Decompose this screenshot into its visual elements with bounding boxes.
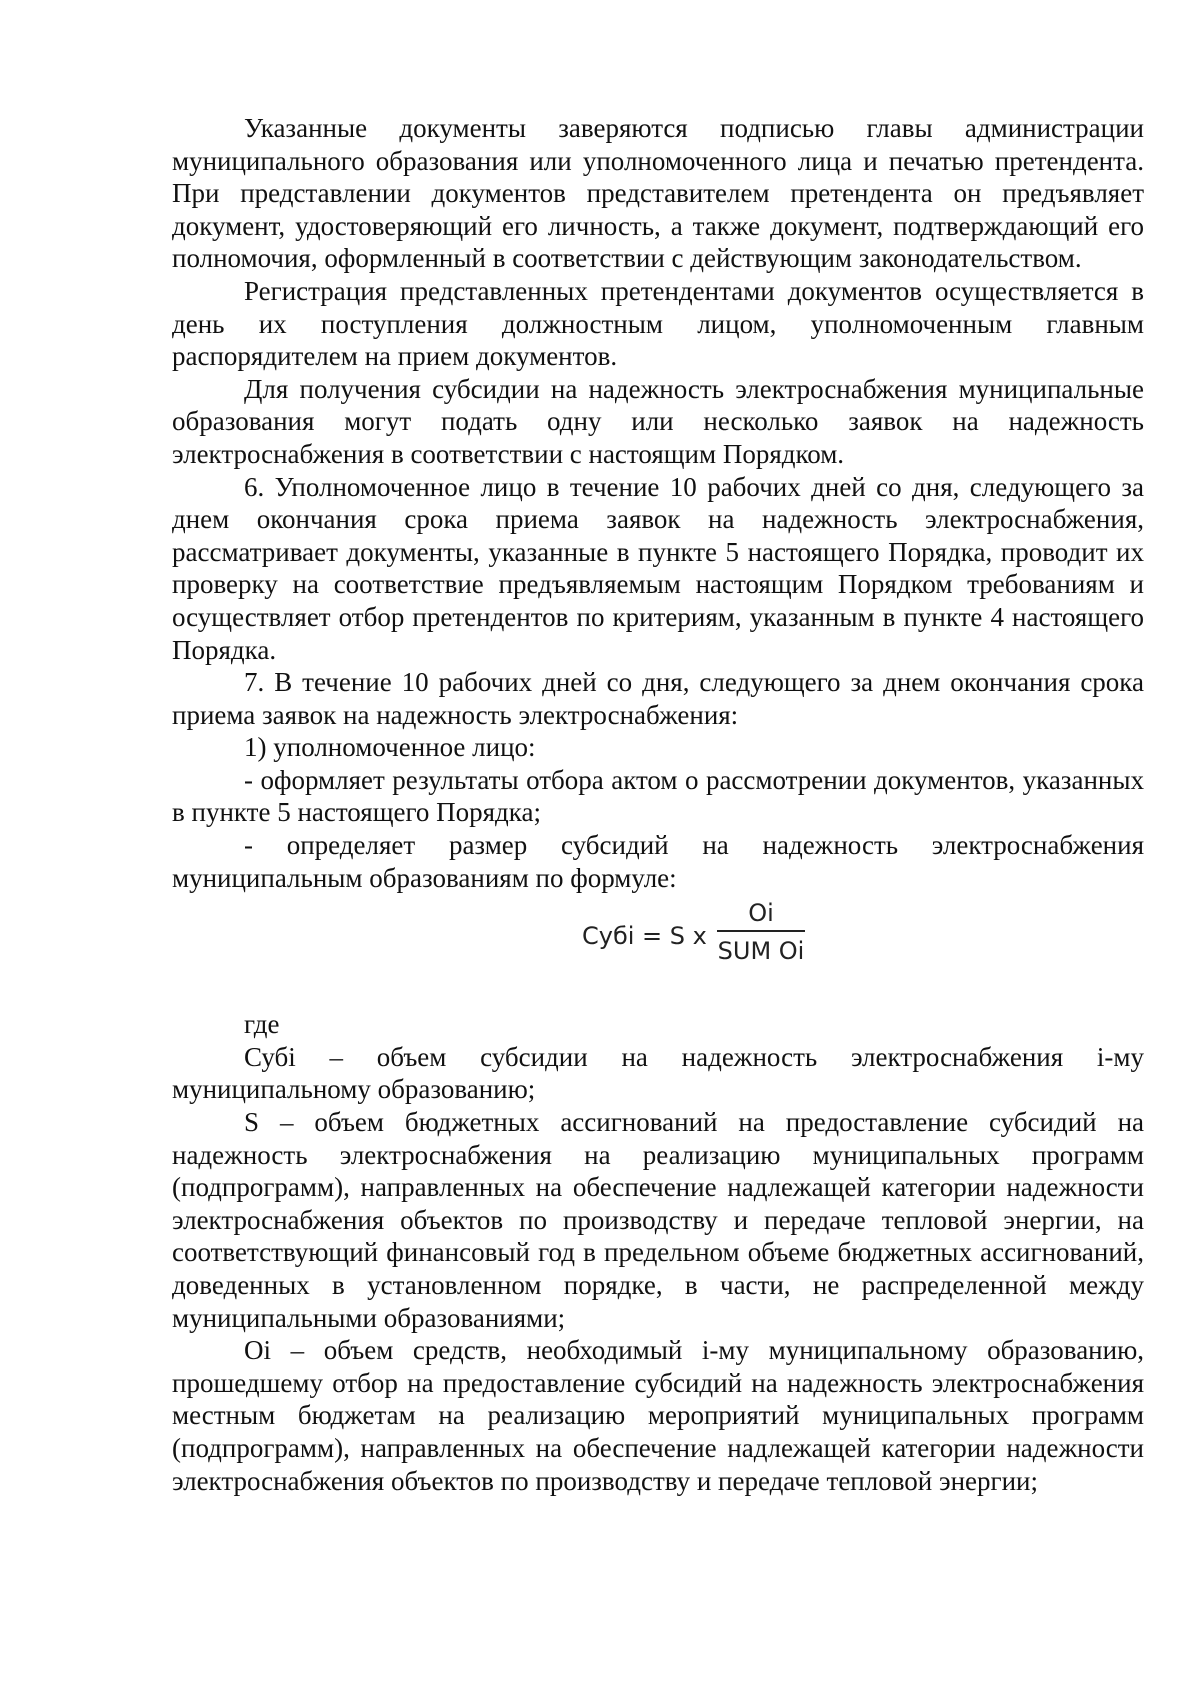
document-page: [172, 112, 1144, 1497]
paragraph-subsidy-applications: Для получения субсидии на надежность электроснабжения муниципальные образования могут подать одну или несколько заявок на надежность электроснабжения в соответствии с настоящим Порядком.: [172, 373, 1144, 469]
paragraph-item-6: 6. Уполномоченное лицо в течение 10 рабочих дней со дня, следующего за днем окончания срока приема заявок на надежность электроснабжения, рассматривает документы, указанные в пункте 5 настоящего Порядка, проводит их проверку на соответствие предъявляемым настоящим Порядком требованиям и осуществляет отбор претендентов по критериям, указанным в пункте 4 настоящего Порядка.: [172, 471, 1144, 665]
subsidy-formula: [172, 898, 1144, 970]
fraction-bar: [717, 930, 805, 932]
paragraph-item-7: 7. В течение 10 рабочих дней со дня, следующего за днем окончания срока приема заявок на надежность электроснабжения:: [172, 667, 1144, 730]
formula-denominator: SUM Oi: [717, 936, 805, 965]
paragraph-def-sub-i: Субi – объем субсидии на надежность электроснабжения i-му муниципальному образованию;: [172, 1041, 1144, 1105]
formula-fraction: [717, 898, 805, 966]
paragraph-documents-certification: Указанные документы заверяются подписью главы администрации муниципального образования или уполномоченного лица и печатью претендента. При представлении документов представителем претендента он предъявляет документ, удостоверяющий его личность, а также документ, подтверждающий его полномочия, оформленный в соответствии с действующим законодательством.: [172, 113, 1144, 274]
paragraph-subitem-1: 1) уполномоченное лицо:: [244, 732, 536, 763]
paragraph-registration: Регистрация представленных претендентами документов осуществляется в день их поступления должностным лицом, уполномоченным главным распорядителем на прием документов.: [172, 275, 1144, 372]
formula-spacer: [172, 980, 1144, 1008]
paragraph-bullet-results: - оформляет результаты отбора актом о рассмотрении документов, указанных в пункте 5 настоящего Порядка;: [172, 764, 1144, 828]
paragraph-bullet-formula-intro: - определяет размер субсидий на надежность электроснабжения муниципальным образованиям по формуле:: [172, 830, 1144, 893]
formula-lhs: Субi = S x: [582, 922, 707, 951]
paragraph-where: где: [244, 1009, 280, 1040]
paragraph-def-s: S – объем бюджетных ассигнований на предоставление субсидий на надежность электроснабжения на реализацию муниципальных программ (подпрограмм), направленных на обеспечение надлежащей категории надежности электроснабжения объектов по производству и передаче тепловой энергии, на соответствующий финансовый год в предельном объеме бюджетных ассигнований, доведенных в установленном порядке, в части, не распределенной между муниципальными образованиями;: [172, 1107, 1144, 1333]
formula-numerator: Oi: [748, 899, 774, 928]
paragraph-def-oi: Oi – объем средств, необходимый i-му муниципальному образованию, прошедшему отбор на предоставление субсидий на надежность электроснабжения местным бюджетам на реализацию мероприятий муниципальных программ (подпрограмм), направленных на обеспечение надлежащей категории надежности электроснабжения объектов по производству и передаче тепловой энергии;: [172, 1335, 1144, 1496]
